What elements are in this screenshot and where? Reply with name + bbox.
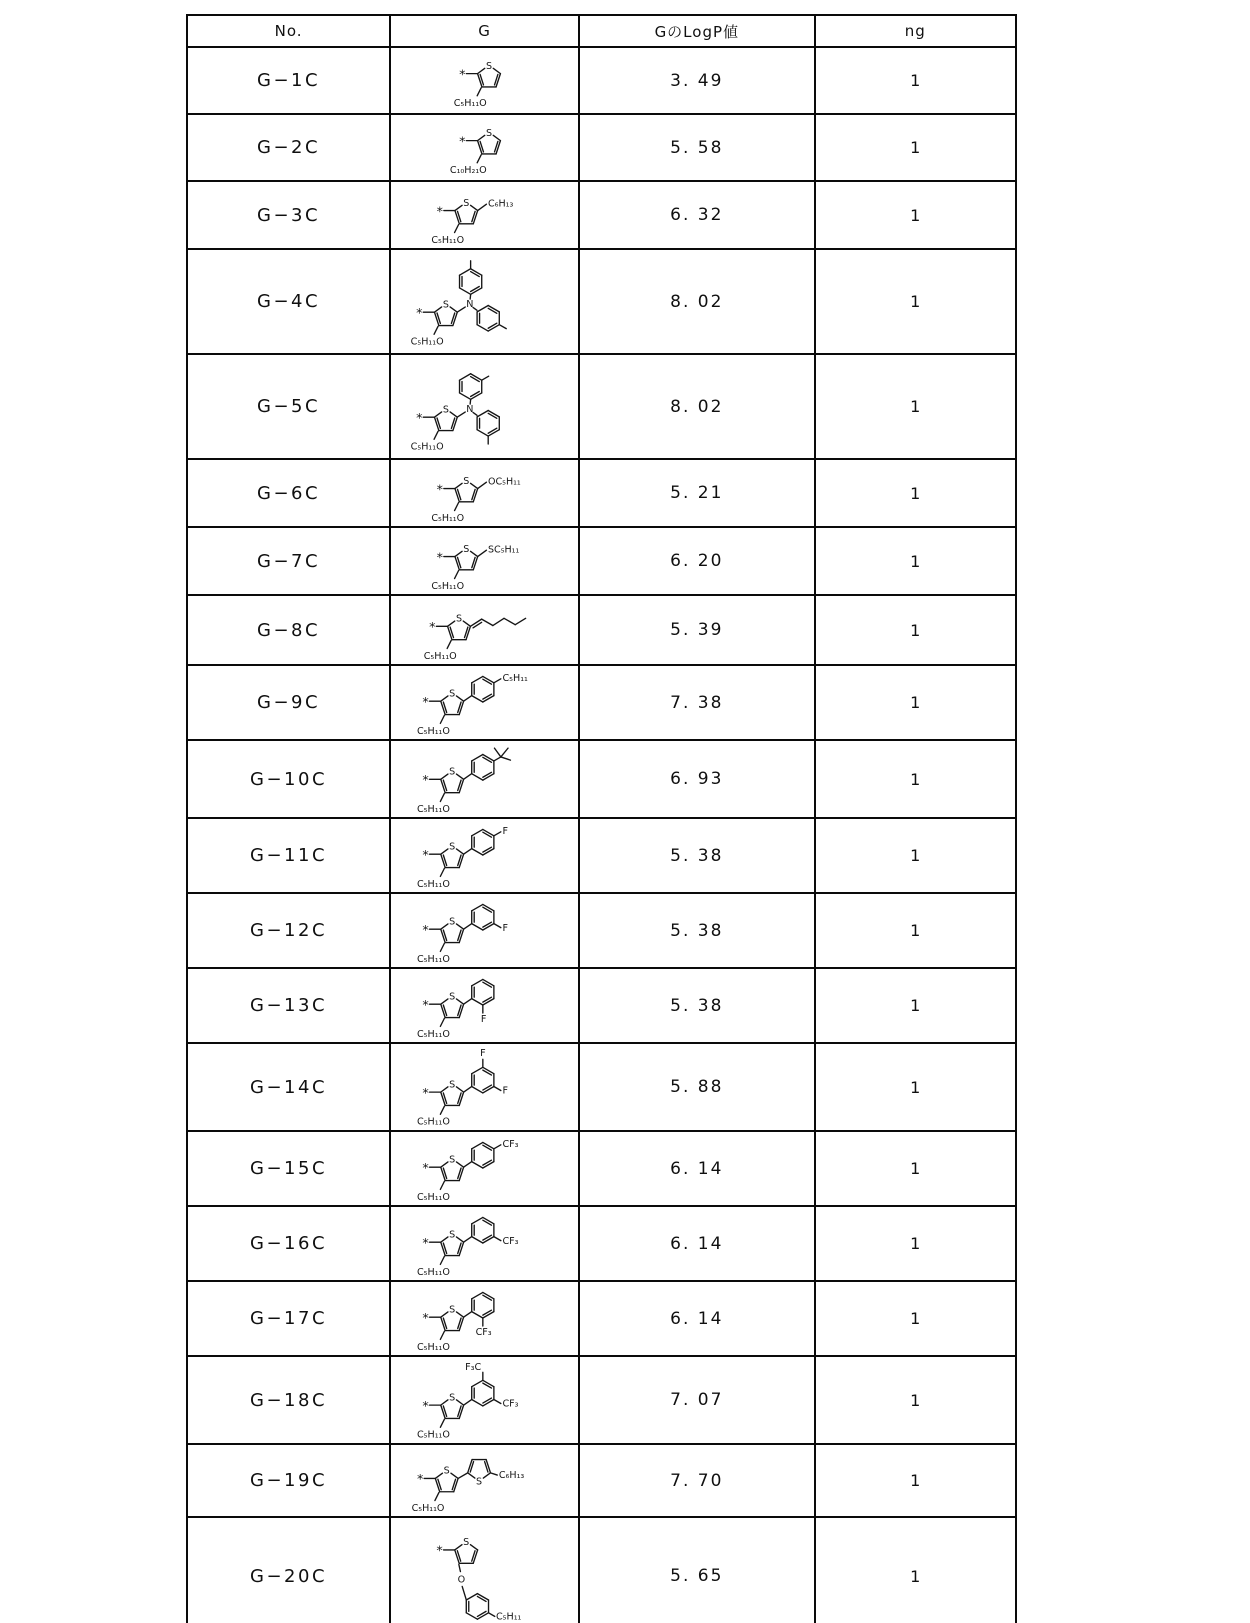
ng-value: 1 [815, 181, 1016, 249]
compound-no: G−20C [187, 1517, 390, 1623]
logp-value: 6. 14 [579, 1131, 814, 1206]
logp-value: 5. 65 [579, 1517, 814, 1623]
compound-no: G−4C [187, 249, 390, 354]
svg-text:*: * [421, 923, 429, 939]
svg-text:*: * [458, 134, 466, 150]
svg-text:S: S [485, 60, 492, 72]
svg-text:C₅H₁₁: C₅H₁₁ [502, 673, 528, 685]
table-row [187, 1131, 1016, 1206]
svg-text:C₅H₁₁O: C₅H₁₁O [453, 98, 487, 110]
table-row [187, 1206, 1016, 1281]
ng-value: 1 [815, 114, 1016, 181]
svg-text:*: * [436, 481, 443, 497]
svg-text:*: * [435, 1543, 443, 1559]
svg-text:CF₃: CF₃ [502, 1398, 519, 1410]
svg-text:S: S [448, 1229, 455, 1241]
svg-text:C₅H₁₁O: C₅H₁₁O [416, 1341, 450, 1353]
molecule-structure [409, 821, 561, 890]
svg-text:S: S [448, 688, 455, 700]
compound-no: G−14C [187, 1043, 390, 1131]
compound-table [186, 14, 1017, 1623]
svg-text:*: * [428, 620, 436, 636]
svg-text:*: * [436, 203, 443, 219]
structure-cell [390, 740, 579, 818]
svg-text:F: F [479, 1048, 486, 1060]
svg-text:S: S [442, 299, 449, 311]
svg-text:*: * [421, 695, 429, 711]
svg-text:S: S [448, 916, 455, 928]
svg-text:C₅H₁₁O: C₅H₁₁O [430, 234, 464, 246]
svg-text:N: N [465, 299, 474, 311]
svg-text:S: S [455, 613, 462, 625]
structure-cell [390, 1281, 579, 1356]
svg-text:*: * [421, 848, 429, 864]
molecule-structure [411, 598, 559, 662]
svg-text:C₅H₁₁: C₅H₁₁ [495, 1611, 522, 1623]
header-row [187, 15, 1016, 47]
compound-no: G−2C [187, 114, 390, 181]
svg-text:C₅H₁₁O: C₅H₁₁O [416, 878, 450, 890]
molecule-structure [409, 1046, 561, 1128]
table-row [187, 354, 1016, 459]
structure-cell [390, 1517, 579, 1623]
structure-cell [390, 1356, 579, 1444]
col-header-ng: ng [815, 15, 1016, 47]
logp-value: 5. 88 [579, 1043, 814, 1131]
table-row [187, 47, 1016, 114]
svg-text:F₃C: F₃C [464, 1361, 481, 1373]
svg-text:C₆H₁₃: C₆H₁₃ [498, 1469, 524, 1481]
svg-text:S: S [448, 841, 455, 853]
molecule-structure [409, 896, 561, 965]
table-row [187, 740, 1016, 818]
ng-value: 1 [815, 818, 1016, 893]
ng-value: 1 [815, 595, 1016, 665]
svg-text:S: S [448, 1392, 455, 1404]
svg-text:C₅H₁₁O: C₅H₁₁O [410, 336, 444, 348]
molecule-structure [409, 971, 561, 1040]
svg-text:S: S [448, 1154, 455, 1166]
svg-text:*: * [421, 1085, 429, 1101]
svg-text:*: * [458, 67, 466, 83]
table-sheet [186, 14, 1017, 1623]
ng-value: 1 [815, 1517, 1016, 1623]
compound-no: G−17C [187, 1281, 390, 1356]
svg-text:*: * [436, 549, 443, 565]
svg-text:*: * [421, 1398, 429, 1414]
structure-cell [390, 665, 579, 740]
structure-cell [390, 527, 579, 595]
svg-text:S: S [448, 1079, 455, 1091]
compound-no: G−7C [187, 527, 390, 595]
table-row [187, 595, 1016, 665]
logp-value: 6. 14 [579, 1206, 814, 1281]
compound-no: G−9C [187, 665, 390, 740]
svg-text:N: N [465, 404, 474, 416]
ng-value: 1 [815, 47, 1016, 114]
molecule-structure [415, 1520, 555, 1623]
table-row [187, 249, 1016, 354]
svg-text:C₅H₁₁O: C₅H₁₁O [430, 512, 464, 524]
logp-value: 7. 70 [579, 1444, 814, 1517]
structure-cell [390, 1043, 579, 1131]
molecule-structure [409, 252, 561, 351]
logp-value: 7. 07 [579, 1356, 814, 1444]
svg-text:S: S [443, 1465, 450, 1477]
structure-cell [390, 249, 579, 354]
svg-text:OC₅H₁₁: OC₅H₁₁ [487, 476, 521, 488]
svg-text:C₅H₁₁O: C₅H₁₁O [416, 1116, 450, 1128]
logp-value: 5. 21 [579, 459, 814, 527]
molecule-structure [405, 1447, 565, 1514]
svg-text:CF₃: CF₃ [502, 1139, 519, 1151]
structure-cell [390, 354, 579, 459]
svg-text:F: F [502, 922, 508, 934]
structure-cell [390, 893, 579, 968]
structure-cell [390, 968, 579, 1043]
compound-no: G−19C [187, 1444, 390, 1517]
svg-text:F: F [502, 1085, 508, 1097]
ng-value: 1 [815, 1206, 1016, 1281]
compound-no: G−12C [187, 893, 390, 968]
svg-text:S: S [462, 543, 469, 555]
molecule-structure [409, 1284, 561, 1353]
table-row [187, 1281, 1016, 1356]
structure-cell [390, 114, 579, 181]
ng-value: 1 [815, 459, 1016, 527]
table-row [187, 181, 1016, 249]
structure-cell [390, 181, 579, 249]
logp-value: 3. 49 [579, 47, 814, 114]
structure-cell [390, 818, 579, 893]
ng-value: 1 [815, 1281, 1016, 1356]
table-row [187, 968, 1016, 1043]
molecule-structure [409, 1134, 561, 1203]
molecule-structure [409, 668, 561, 737]
svg-text:S: S [448, 766, 455, 778]
structure-cell [390, 47, 579, 114]
svg-text:S: S [475, 1476, 482, 1488]
molecule-structure [415, 462, 555, 524]
ng-value: 1 [815, 249, 1016, 354]
ng-value: 1 [815, 893, 1016, 968]
logp-value: 8. 02 [579, 354, 814, 459]
svg-text:*: * [421, 1311, 429, 1327]
svg-text:S: S [462, 1537, 469, 1549]
table-row [187, 459, 1016, 527]
compound-no: G−10C [187, 740, 390, 818]
ng-value: 1 [815, 1444, 1016, 1517]
compound-no: G−15C [187, 1131, 390, 1206]
ng-value: 1 [815, 665, 1016, 740]
svg-text:*: * [421, 1236, 429, 1252]
svg-text:*: * [415, 305, 423, 321]
compound-no: G−6C [187, 459, 390, 527]
col-header-no: No. [187, 15, 390, 47]
table-row [187, 527, 1016, 595]
logp-value: 6. 14 [579, 1281, 814, 1356]
compound-no: G−3C [187, 181, 390, 249]
molecule-structure [415, 184, 555, 246]
svg-text:C₅H₁₁O: C₅H₁₁O [416, 1191, 450, 1203]
col-header-g: G [390, 15, 579, 47]
svg-text:S: S [462, 475, 469, 487]
structure-cell [390, 1131, 579, 1206]
logp-value: 5. 39 [579, 595, 814, 665]
ng-value: 1 [815, 1131, 1016, 1206]
svg-text:C₅H₁₁O: C₅H₁₁O [416, 725, 450, 737]
table-row [187, 1356, 1016, 1444]
molecule-structure [409, 1209, 561, 1278]
logp-value: 7. 38 [579, 665, 814, 740]
svg-text:S: S [448, 1304, 455, 1316]
svg-text:F: F [480, 1013, 486, 1025]
structure-cell [390, 595, 579, 665]
molecule-structure [425, 50, 545, 111]
svg-text:O: O [457, 1574, 465, 1586]
table-row [187, 1517, 1016, 1623]
compound-no: G−18C [187, 1356, 390, 1444]
ng-value: 1 [815, 740, 1016, 818]
compound-no: G−8C [187, 595, 390, 665]
svg-text:C₁₀H₂₁O: C₁₀H₂₁O [449, 165, 487, 177]
logp-value: 5. 38 [579, 818, 814, 893]
svg-text:*: * [421, 998, 429, 1014]
compound-no: G−5C [187, 354, 390, 459]
svg-text:CF₃: CF₃ [502, 1235, 519, 1247]
svg-text:C₅H₁₁O: C₅H₁₁O [430, 580, 464, 592]
svg-text:S: S [448, 991, 455, 1003]
molecule-structure [425, 117, 545, 178]
logp-value: 6. 93 [579, 740, 814, 818]
svg-text:C₅H₁₁O: C₅H₁₁O [410, 441, 444, 453]
svg-text:S: S [462, 197, 469, 209]
compound-no: G−11C [187, 818, 390, 893]
svg-text:*: * [415, 410, 423, 426]
table-row [187, 818, 1016, 893]
svg-text:C₅H₁₁O: C₅H₁₁O [411, 1502, 445, 1514]
structure-cell [390, 1444, 579, 1517]
svg-text:*: * [416, 1472, 423, 1488]
logp-value: 8. 02 [579, 249, 814, 354]
ng-value: 1 [815, 1356, 1016, 1444]
svg-text:C₅H₁₁O: C₅H₁₁O [416, 1266, 450, 1278]
ng-value: 1 [815, 354, 1016, 459]
svg-text:C₆H₁₃: C₆H₁₃ [487, 198, 513, 210]
table-row [187, 1444, 1016, 1517]
compound-no: G−16C [187, 1206, 390, 1281]
table-row [187, 893, 1016, 968]
table-body [187, 47, 1016, 1623]
compound-no: G−1C [187, 47, 390, 114]
logp-value: 5. 58 [579, 114, 814, 181]
svg-text:CF₃: CF₃ [475, 1326, 492, 1338]
svg-text:F: F [502, 826, 508, 838]
logp-value: 5. 38 [579, 893, 814, 968]
molecule-structure [415, 530, 555, 592]
ng-value: 1 [815, 968, 1016, 1043]
structure-cell [390, 1206, 579, 1281]
ng-value: 1 [815, 527, 1016, 595]
table-row [187, 665, 1016, 740]
compound-no: G−13C [187, 968, 390, 1043]
col-header-logp: GのLogP値 [579, 15, 814, 47]
molecule-structure [409, 743, 561, 815]
svg-text:C₅H₁₁O: C₅H₁₁O [416, 803, 450, 815]
logp-value: 6. 32 [579, 181, 814, 249]
svg-text:SC₅H₁₁: SC₅H₁₁ [487, 544, 519, 556]
svg-text:S: S [442, 404, 449, 416]
svg-text:C₅H₁₁O: C₅H₁₁O [423, 650, 457, 662]
svg-text:C₅H₁₁O: C₅H₁₁O [416, 1028, 450, 1040]
svg-text:C₅H₁₁O: C₅H₁₁O [416, 953, 450, 965]
structure-cell [390, 459, 579, 527]
svg-text:*: * [421, 773, 429, 789]
svg-text:*: * [421, 1161, 429, 1177]
ng-value: 1 [815, 1043, 1016, 1131]
logp-value: 6. 20 [579, 527, 814, 595]
molecule-structure [409, 357, 561, 456]
logp-value: 5. 38 [579, 968, 814, 1043]
svg-text:S: S [485, 127, 492, 139]
molecule-structure [409, 1359, 561, 1441]
table-row [187, 114, 1016, 181]
svg-text:C₅H₁₁O: C₅H₁₁O [416, 1429, 450, 1441]
table-row [187, 1043, 1016, 1131]
